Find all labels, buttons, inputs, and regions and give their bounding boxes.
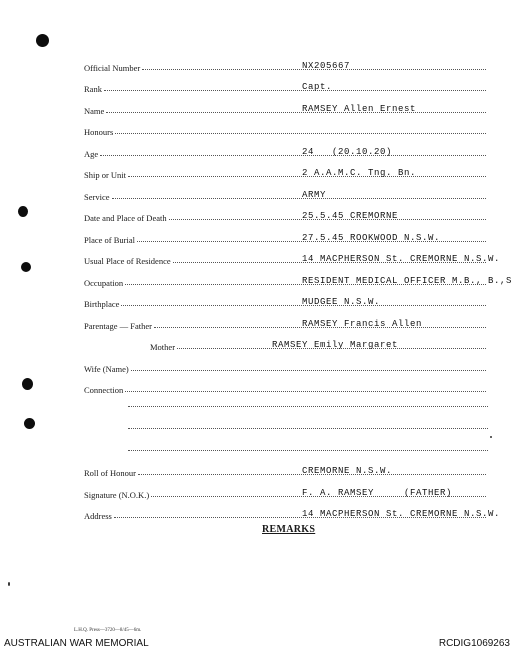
- address-value: 14 MACPHERSON St. CREMORNE N.S.W.: [302, 509, 501, 519]
- name-value: RAMSEY Allen Ernest: [302, 104, 417, 114]
- place-of-burial-row: [84, 230, 488, 244]
- dotted-leader: [100, 154, 486, 156]
- mother-row: [150, 337, 488, 351]
- roll-of-honour-value: CREMORNE N.S.W.: [302, 466, 393, 476]
- usual-residence-value: 14 MACPHERSON St. CREMORNE N.S.W.: [302, 254, 501, 264]
- date-place-death-label: Date and Place of Death: [84, 212, 167, 223]
- usual-residence-label: Usual Place of Residence: [84, 255, 171, 266]
- occupation-value: RESIDENT MEDICAL OFFICER M.B., B.,S: [302, 276, 513, 286]
- birthplace-label: Birthplace: [84, 298, 120, 309]
- dotted-leader: [115, 132, 486, 134]
- speck: [8, 582, 10, 586]
- service-row: [84, 187, 488, 201]
- occupation-label: Occupation: [84, 277, 124, 288]
- punch-hole: [18, 206, 28, 217]
- name-row: [84, 101, 488, 115]
- official-number-label: Official Number: [84, 62, 141, 73]
- age-value: 24 (20.10.20): [302, 147, 393, 157]
- connection-blank-line: [128, 428, 488, 429]
- signature-value: F. A. RAMSEY (FATHER): [302, 488, 453, 498]
- punch-hole: [36, 34, 49, 47]
- ship-or-unit-row: [84, 165, 488, 179]
- wife-row: [84, 359, 488, 373]
- dotted-leader: [104, 89, 486, 91]
- age-row: [84, 144, 488, 158]
- honours-row: [84, 122, 488, 136]
- rank-value: Capt.: [302, 82, 333, 92]
- address-row: [84, 506, 501, 521]
- speck: [490, 436, 492, 438]
- punch-hole: [22, 378, 33, 390]
- usual-residence-row: [84, 251, 501, 266]
- father-value: RAMSEY Francis Allen: [302, 319, 423, 329]
- dotted-leader: [112, 197, 487, 199]
- dotted-leader: [125, 390, 486, 392]
- connection-label: Connection: [84, 384, 124, 395]
- official-number-row: [84, 58, 488, 72]
- service-label: Service: [84, 191, 110, 202]
- dotted-leader: [131, 369, 486, 371]
- connection-blank-line: [128, 450, 488, 451]
- place-of-burial-label: Place of Burial: [84, 234, 135, 245]
- archive-credit: AUSTRALIAN WAR MEMORIAL: [4, 638, 149, 649]
- mother-label: Mother: [150, 341, 176, 352]
- wife-label: Wife (Name): [84, 363, 129, 374]
- rank-row: [84, 79, 488, 93]
- place-of-burial-value: 27.5.45 ROOKWOOD N.S.W.: [302, 233, 441, 243]
- honours-label: Honours: [84, 126, 114, 137]
- name-label: Name: [84, 105, 105, 116]
- date-place-death-row: [84, 208, 488, 222]
- printer-mark: L.H.Q. Press—3720—8/45—6m.: [74, 628, 142, 633]
- connection-row: [84, 380, 488, 394]
- record-id: RCDIG1069263: [438, 638, 510, 649]
- occupation-row: [84, 273, 513, 288]
- official-number-value: NX205667: [302, 61, 351, 71]
- punch-hole: [21, 262, 31, 272]
- father-row: [84, 316, 488, 330]
- dotted-leader: [106, 111, 486, 113]
- ship-or-unit-label: Ship or Unit: [84, 169, 127, 180]
- father-label: Parentage — Father: [84, 320, 152, 331]
- punch-hole: [24, 418, 35, 429]
- roll-of-honour-label: Roll of Honour: [84, 467, 136, 478]
- date-place-death-value: 25.5.45 CREMORNE: [302, 211, 399, 221]
- age-label: Age: [84, 148, 99, 159]
- mother-value: RAMSEY Emily Margaret: [272, 340, 399, 350]
- birthplace-row: [84, 294, 488, 308]
- signature-label: Signature (N.O.K.): [84, 489, 150, 500]
- birthplace-value: MUDGEE N.S.W.: [302, 297, 381, 307]
- connection-blank-line: [128, 406, 488, 407]
- service-value: ARMY: [302, 190, 327, 200]
- ship-or-unit-value: 2 A.A.M.C. Tng. Bn.: [302, 168, 417, 178]
- address-label: Address: [84, 510, 112, 521]
- rank-label: Rank: [84, 83, 102, 94]
- roll-of-honour-row: [84, 463, 488, 477]
- remarks-heading: REMARKS: [262, 524, 316, 535]
- signature-row: [84, 485, 488, 499]
